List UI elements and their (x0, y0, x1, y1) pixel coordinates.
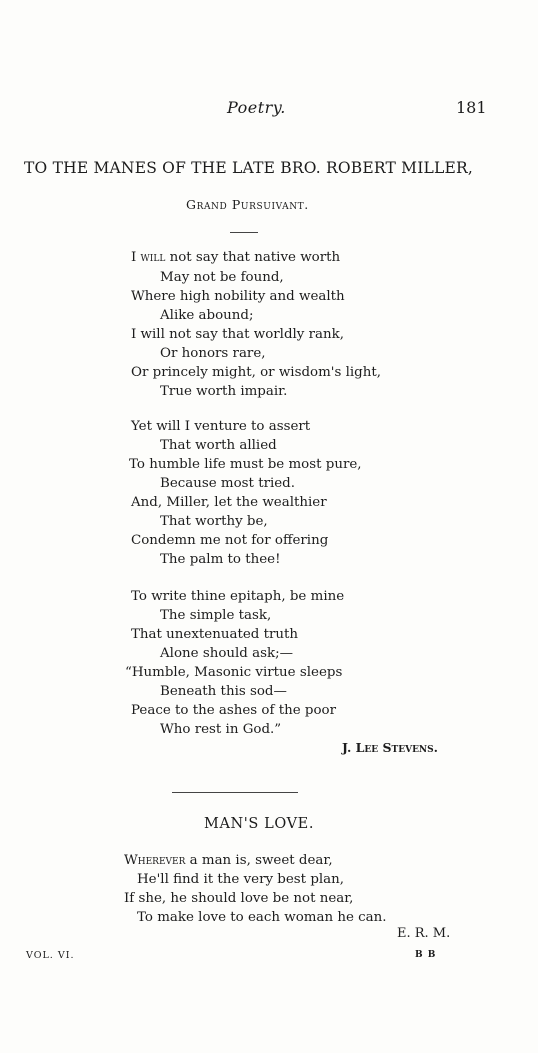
verse-line: I will not say that worldly rank, (131, 327, 345, 342)
verse-line: True worth impair. (160, 384, 288, 399)
verse-line: That unextenuated truth (131, 627, 298, 642)
verse-line: Where high nobility and wealth (131, 289, 345, 304)
verse-line: That worthy be, (160, 514, 268, 529)
verse-line: The palm to thee! (160, 552, 281, 567)
drop-word: Wherever (124, 853, 186, 868)
verse-line: To humble life must be most pure, (129, 457, 362, 472)
verse-line: Alike abound; (160, 308, 254, 323)
verse-line: Or honors rare, (160, 346, 266, 361)
verse-line: He'll find it the very best plan, (137, 872, 345, 887)
poem-title-2: MAN'S LOVE. (204, 816, 315, 832)
verse-line: That worth allied (160, 438, 277, 453)
verse-line: I will not say that native worth (131, 250, 341, 265)
signature-mark: B B (415, 950, 437, 960)
verse-line: Alone should ask;— (160, 646, 293, 661)
poem-subtitle: Grand Pursuivant. (186, 197, 309, 212)
page-number: 181 (456, 98, 487, 117)
drop-word: I will (131, 250, 166, 265)
short-divider (230, 232, 258, 233)
verse-line: Because most tried. (160, 476, 296, 491)
verse-line: Who rest in God.” (160, 722, 282, 737)
verse-line: Condemn me not for offering (131, 533, 329, 548)
verse-line: The simple task, (160, 608, 272, 623)
verse-line: And, Miller, let the wealthier (131, 495, 327, 510)
verse-line: If she, he should love be not near, (124, 891, 354, 906)
verse-line: Or princely might, or wisdom's light, (131, 365, 381, 380)
verse-line: Yet will I venture to assert (131, 419, 311, 434)
verse-line: “Humble, Masonic virtue sleeps (125, 665, 343, 680)
verse-line: Wherever a man is, sweet dear, (124, 853, 333, 868)
running-head: Poetry. (227, 98, 286, 117)
poem-signature-2: E. R. M. (397, 926, 451, 941)
poem-title: TO THE MANES OF THE LATE BRO. ROBERT MILLER, (24, 159, 474, 177)
verse-line: Peace to the ashes of the poor (131, 703, 336, 718)
verse-line: To make love to each woman he can. (137, 910, 387, 925)
verse-line: May not be found, (160, 270, 284, 285)
verse-line: To write thine epitaph, be mine (131, 589, 345, 604)
section-divider (172, 792, 298, 793)
poem-signature: J. Lee Stevens. (342, 740, 439, 755)
verse-line: Beneath this sod— (160, 684, 287, 699)
volume-footer: VOL. VI. (26, 950, 75, 961)
